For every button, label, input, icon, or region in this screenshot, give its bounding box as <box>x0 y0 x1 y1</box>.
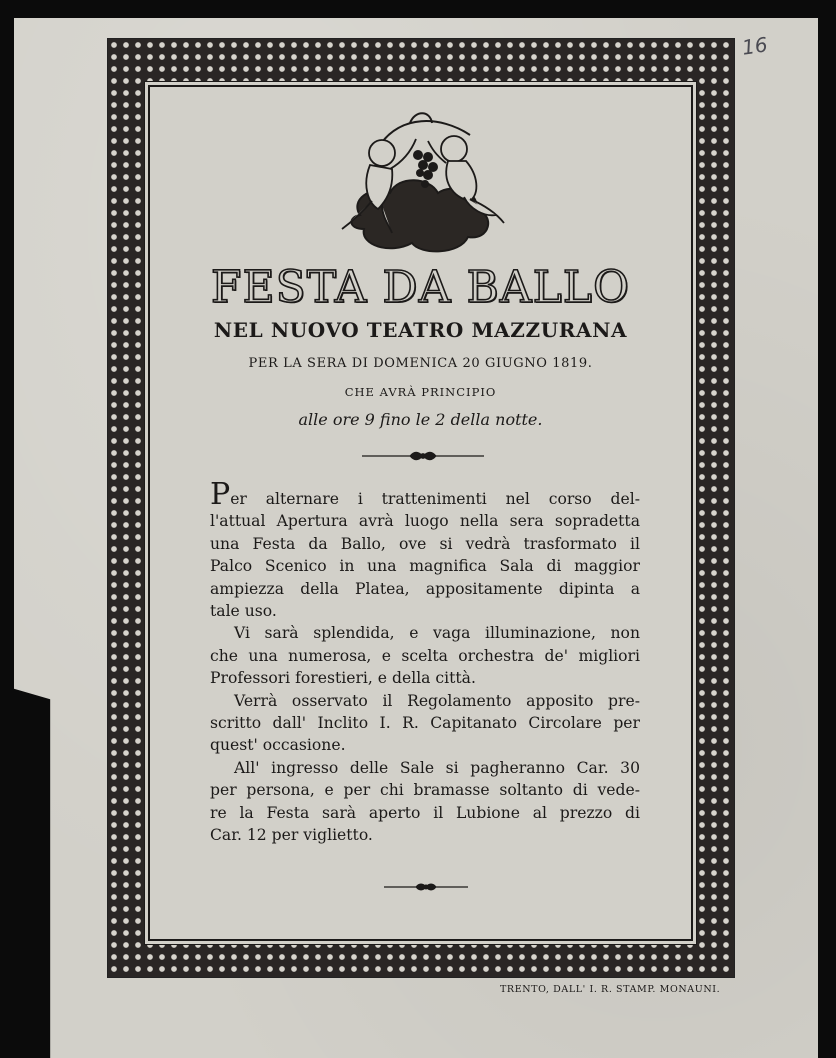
paragraph-3-line: scritto dall' Inclito I. R. Capitanato Circolare per <box>210 714 640 733</box>
paragraph-4-line: re la Festa sarà aperto il Lubione al prezzo di <box>210 803 640 822</box>
hours-line: alle ore 9 fino le 2 della notte. <box>298 410 543 429</box>
paragraph-4-line: All' ingresso delle Sale si pagheranno Car. 30 <box>234 758 640 777</box>
paragraph-3 <box>210 690 640 757</box>
cherubs-vignette-icon <box>320 105 516 255</box>
paragraph-2-line: Professori forestieri, e della città. <box>210 669 476 688</box>
paragraph-1-line: l'attual Apertura avrà luogo nella sera sopradetta <box>210 512 640 531</box>
paragraph-2 <box>210 622 640 689</box>
paragraph-3-line: quest' occasione. <box>210 736 346 755</box>
paragraph-3-line: Verrà osservato il Regolamento apposito pre- <box>234 691 640 710</box>
date-line: PER LA SERA DI DOMENICA 20 GIUGNO 1819. <box>248 356 593 371</box>
paragraph-4-line: Car. 12 per viglietto. <box>210 826 373 845</box>
paragraph-1-line: er alternare i trattenimenti nel corso del- <box>230 490 640 508</box>
paragraph-1 <box>210 477 640 622</box>
paragraph-4 <box>210 757 640 847</box>
paragraph-1-line: Palco Scenico in una magnifica Sala di maggior <box>210 557 640 576</box>
start-line: CHE AVRÀ PRINCIPIO <box>344 385 497 399</box>
body-text <box>210 477 640 847</box>
paragraph-1-line: una Festa da Ballo, ove si vedrà trasformato il <box>210 534 640 553</box>
paragraph-2-line: che una numerosa, e scelta orchestra de' migliori <box>210 646 640 665</box>
paragraph-4-line: per persona, e per chi bramasse soltanto di vede- <box>210 781 640 800</box>
rule-ornament-icon <box>360 449 486 463</box>
rule-ornament-icon <box>382 881 470 893</box>
dropcap-letter: P <box>210 477 231 512</box>
archive-number: 16 <box>740 32 769 60</box>
paragraph-1-line: ampiezza della Platea, appositamente dipinta a <box>210 579 640 598</box>
poster-subtitle: NEL NUOVO TEATRO MAZZURANA <box>213 318 628 342</box>
paragraph-1-line: tale uso. <box>210 602 277 621</box>
printer-imprint: TRENTO, DALL' I. R. STAMP. MONAUNI. <box>500 984 721 995</box>
paragraph-2-line: Vi sarà splendida, e vaga illuminazione, non <box>234 624 640 643</box>
poster-title: FESTA DA BALLO <box>210 262 631 313</box>
